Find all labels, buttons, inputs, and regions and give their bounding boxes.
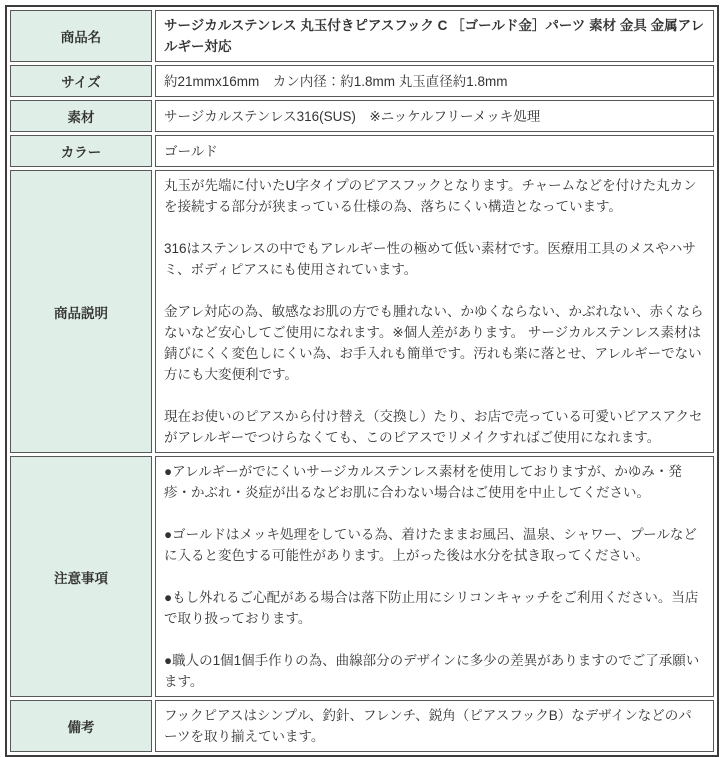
row-value-color <box>155 135 714 167</box>
row-header-description: 商品説明 <box>10 170 152 453</box>
row-value-remarks <box>155 700 714 752</box>
description-paragraph: 金アレ対応の為、敏感なお肌の方でも腫れない、かゆくならない、かぶれない、赤くならないなど安心してご使用になれます。※個人差があります。 サージカルステンレス素材は錆びにくく変色しにくい為、お手入れも簡単です。汚れも楽に落とせ、アレルギーでない方にも大変便利です。 <box>164 304 704 382</box>
row-value-description <box>155 170 714 453</box>
color-text: ゴールド <box>164 143 218 159</box>
row-value-product-name <box>155 10 714 62</box>
row-value-material <box>155 100 714 132</box>
spec-row-notes <box>10 456 714 697</box>
product-name-text: サージカルステンレス 丸玉付きピアスフック C ［ゴールド金］パーツ 素材 金具 金属アレルギー対応 <box>164 18 705 54</box>
note-bullet: ●職人の1個1個手作りの為、曲線部分のデザインに多少の差異がありますのでご了承願います。 <box>164 653 700 689</box>
spec-row-color <box>10 135 714 167</box>
spec-row-remarks <box>10 700 714 752</box>
row-header-color: カラー <box>10 135 152 167</box>
row-value-size <box>155 65 714 97</box>
remarks-text: フックピアスはシンプル、釣針、フレンチ、鋭角（ピアスフックB）なデザインなどのパーツを取り揃えています。 <box>164 708 692 744</box>
description-paragraph: 丸玉が先端に付いたU字タイプのピアスフックとなります。チャームなどを付けた丸カンを接続する部分が狭まっている仕様の為、落ちにくい構造となっています。 <box>164 178 697 214</box>
note-bullet: ●アレルギーがでにくいサージカルステンレス素材を使用しておりますが、かゆみ・発疹・かぶれ・炎症が出るなどお肌に合わない場合はご使用を中止してください。 <box>164 464 682 500</box>
material-text: サージカルステンレス316(SUS) ※ニッケルフリーメッキ処理 <box>164 108 541 124</box>
spec-row-material <box>10 100 714 132</box>
row-header-material: 素材 <box>10 100 152 132</box>
note-bullet: ●ゴールドはメッキ処理をしている為、着けたままお風呂、温泉、シャワー、プールなどに入ると変色する可能性があります。上がった後は水分を拭き取ってください。 <box>164 527 697 563</box>
description-paragraph: 現在お使いのピアスから付け替え（交換し）たり、お店で売っている可愛いピアスアクセがアレルギーでつけらなくても、このピアスでリメイクすればご使用になれます。 <box>164 409 703 445</box>
row-value-notes <box>155 456 714 697</box>
spec-row-size <box>10 65 714 97</box>
row-header-size: サイズ <box>10 65 152 97</box>
row-header-product-name: 商品名 <box>10 10 152 62</box>
row-header-remarks: 備考 <box>10 700 152 752</box>
spec-row-description <box>10 170 714 453</box>
description-paragraph: 316はステンレスの中でもアレルギー性の極めて低い素材です。医療用工具のメスやハサミ、ボディピアスにも使用されています。 <box>164 241 696 277</box>
size-text: 約21mmx16mm カン内径：約1.8mm 丸玉直径約1.8mm <box>164 73 508 89</box>
note-bullet: ●もし外れるご心配がある場合は落下防止用にシリコンキャッチをご利用ください。当店で取り扱っております。 <box>164 590 699 626</box>
spec-row-product-name <box>10 10 714 62</box>
product-spec-table <box>5 5 719 757</box>
row-header-notes: 注意事項 <box>10 456 152 697</box>
